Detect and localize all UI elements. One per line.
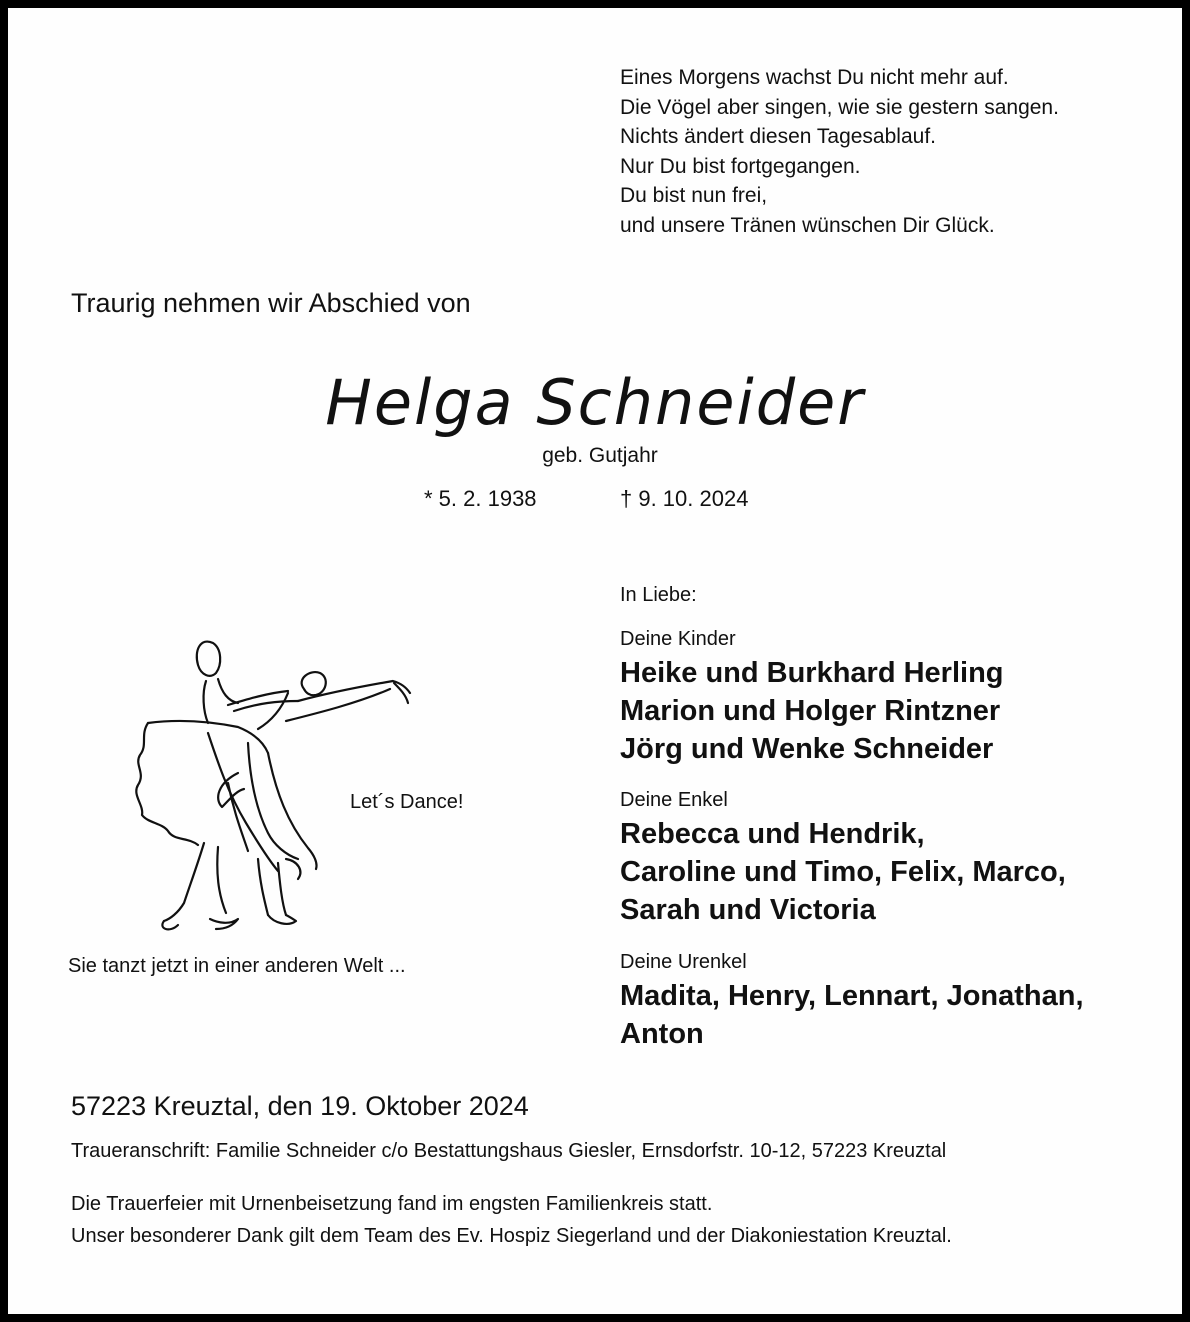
ballroom-dancers-icon: [118, 623, 428, 938]
great-grandchildren-names: [620, 977, 1084, 1053]
mourner-line: Heike und Burkhard Herling: [620, 657, 1004, 689]
dance-caption: Let´s Dance!: [350, 791, 464, 813]
children-label: Deine Kinder: [620, 628, 736, 650]
poem: [620, 63, 1059, 240]
maiden-name: geb. Gutjahr: [542, 444, 658, 467]
mourner-line: Sarah und Victoria: [620, 894, 876, 926]
mourner-line: Anton: [620, 1018, 704, 1050]
children-names: [620, 654, 1004, 768]
illustration-slogan: Sie tanzt jetzt in einer anderen Welt ...: [68, 955, 406, 977]
mourner-line: Caroline und Timo, Felix, Marco,: [620, 856, 1066, 888]
note-line: Unser besonderer Dank gilt dem Team des Ev. Hospiz Siegerland und der Diakoniestation Kreuztal.: [71, 1225, 952, 1247]
place-and-date: 57223 Kreuztal, den 19. Oktober 2024: [71, 1091, 529, 1121]
mourner-line: Marion und Holger Rintzner: [620, 695, 1001, 727]
poem-line: Nichts ändert diesen Tagesablauf.: [620, 125, 936, 148]
poem-line: Die Vögel aber singen, wie sie gestern sangen.: [620, 95, 1059, 119]
birth-date: * 5. 2. 1938: [424, 486, 537, 511]
closing-notes: [71, 1188, 952, 1252]
poem-line: und unsere Tränen wünschen Dir Glück.: [620, 213, 995, 237]
mourning-address: Traueranschrift: Familie Schneider c/o Bestattungshaus Giesler, Ernsdorfstr. 10-12, 57223 Kreuztal: [71, 1140, 947, 1162]
mourners-intro: In Liebe:: [620, 584, 697, 606]
grandchildren-label: Deine Enkel: [620, 789, 728, 811]
poem-line: Nur Du bist fortgegangen.: [620, 154, 861, 178]
mourner-line: Madita, Henry, Lennart, Jonathan,: [620, 980, 1084, 1012]
note-line: Die Trauerfeier mit Urnenbeisetzung fand im engsten Familienkreis statt.: [71, 1193, 713, 1215]
mourner-line: Rebecca und Hendrik,: [620, 818, 925, 850]
grandchildren-names: [620, 815, 1066, 929]
mourner-line: Jörg und Wenke Schneider: [620, 733, 994, 765]
great-grandchildren-label: Deine Urenkel: [620, 951, 747, 973]
obituary-notice: [8, 8, 1182, 1314]
deceased-name: Helga Schneider: [325, 366, 865, 439]
poem-line: Eines Morgens wachst Du nicht mehr auf.: [620, 66, 1009, 89]
death-date: † 9. 10. 2024: [620, 486, 749, 511]
poem-line: Du bist nun frei,: [620, 184, 768, 207]
farewell-heading: Traurig nehmen wir Abschied von: [71, 288, 471, 318]
